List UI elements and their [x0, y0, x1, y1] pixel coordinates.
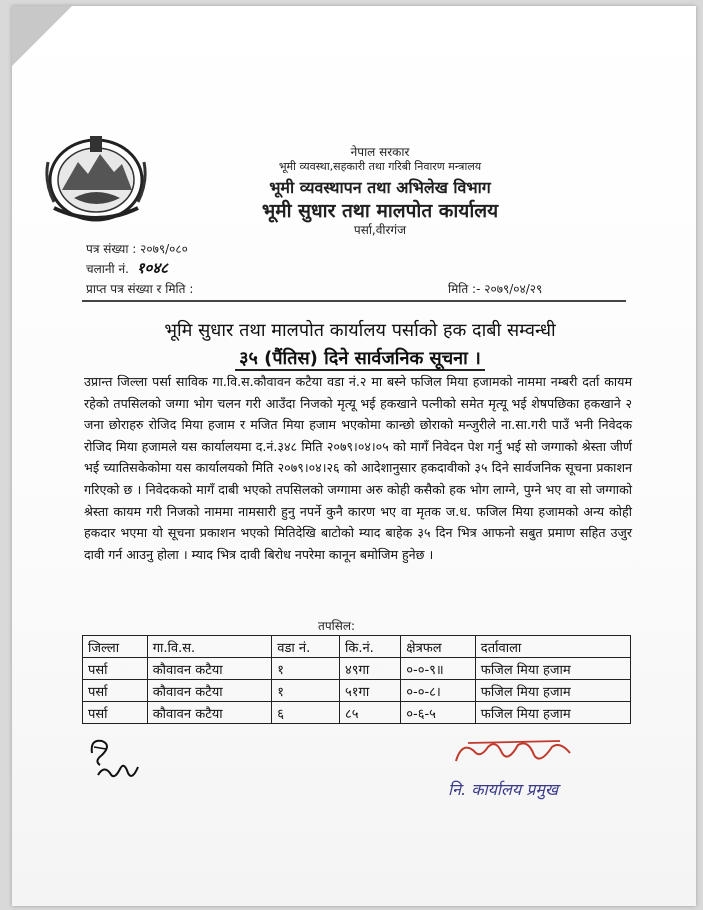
- cell-area: ०-६-५: [401, 702, 476, 724]
- notice-title-line1: भूमि सुधार तथा मालपोत कार्यालय पर्साको हक दाबी सम्वन्धी: [164, 320, 556, 341]
- notice-title-line2: [110, 346, 610, 370]
- cell-area: ०-०-८।: [401, 680, 476, 702]
- letter-date: मिति :- २०७९/०४/२९: [448, 282, 543, 296]
- cell-plot-no: ४९गा: [339, 658, 400, 680]
- initial-signature: [84, 735, 154, 785]
- cell-vdc: कौवावन कटैया: [147, 658, 272, 680]
- cell-owner: फजिल मिया हजाम: [475, 680, 630, 702]
- letterhead-department: भूमी व्यवस्थापन तथा अभिलेख विभाग: [269, 178, 491, 197]
- cell-owner: फजिल मिया हजाम: [475, 702, 630, 724]
- header-area: क्षेत्रफल: [401, 636, 476, 658]
- header-owner: दर्तावाला: [475, 636, 630, 658]
- cell-plot-no: ८५: [339, 702, 400, 724]
- cell-plot-no: ५१गा: [339, 680, 400, 702]
- folded-corner: [12, 6, 72, 66]
- notice-title-line2-text: ३५ (पैंतिस) दिने सार्वजनिक सूचना ।: [235, 348, 485, 371]
- dispatch-number-row: [86, 258, 168, 278]
- cell-vdc: कौवावन कटैया: [147, 702, 272, 724]
- notice-body: उप्रान्त जिल्ला पर्सा साविक गा.वि.स.कौवावन कटैया वडा नं.२ मा बस्ने फजिल मिया हजामको नाममा नम्बरी दर्ता कायम रहेको तपसिलको जग्गा भोग चलन गरी आउँदा निजको मृत्यू भई हकखाने पत्नीको समेत मृत्यू भई शेषपछिका हकखाने २ जना छोराहरु रोजिद मिया हजाम र मजित मिया हजाम भएकोमा कान्छो छोराको मन्जुरीले ना.सा.गरी पाउँ भनी निवेदक रोजिद मिया हजामले यस कार्यालयमा द.नं.३४८ मिति २०७९।०४।०५ को मागँ निवेदन पेश गर्नु भई सो जग्गाको श्रेस्ता जीर्ण भई च्यातिसकेकोमा यस कार्यालयको मिति २०७९।०४।२६ को आदेशानुसार हकदावीको ३५ दिने सार्वजनिक सूचना प्रकाशन गरिएको छ । निवेदकको मागँ दाबी भएको तपसिलको जग्गामा अरु कोही कसैको हक भोग लाग्ने, पुग्ने भए वा सो जग्गाको श्रेस्ता कायम गरी निजको नाममा नामसारी हुनु नपर्ने कुनै कारण भए वा मृतक ज.ध. फजिल मिया हजामको अन्य कोही हकदार भएमा यो सूचना प्रकाशन भएको मितिदेखि बाटोको म्याद बाहेक ३५ दिन भित्र आफनो सबुत प्रमाण सहित उजुर दावी गर्न आउनु होला । म्याद भित्र दावी बिरोध नपरेमा कानून बमोजिम हुनेछ ।: [84, 374, 632, 562]
- cell-district: पर्सा: [83, 658, 148, 680]
- table-row: [83, 680, 631, 702]
- table-caption: तपसिल:: [318, 619, 356, 633]
- cell-vdc: कौवावन कटैया: [147, 680, 272, 702]
- cell-ward: १: [272, 680, 340, 702]
- dispatch-number-handwritten: १०४८: [136, 259, 168, 277]
- land-details-table: [82, 635, 631, 724]
- cell-owner: फजिल मिया हजाम: [475, 658, 630, 680]
- letterhead-government: नेपाल सरकार: [350, 145, 410, 159]
- cell-district: पर्सा: [83, 702, 148, 724]
- header-plot-no: कि.नं.: [339, 636, 400, 658]
- cell-ward: ६: [272, 702, 340, 724]
- cell-district: पर्सा: [83, 680, 148, 702]
- cell-ward: १: [272, 658, 340, 680]
- nepal-emblem-icon: [44, 132, 148, 224]
- received-letter-label: प्राप्त पत्र संख्या र मिति :: [86, 282, 194, 296]
- letterhead-office: भूमी सुधार तथा मालपोत कार्यालय: [261, 200, 499, 222]
- header-district: जिल्ला: [83, 636, 148, 658]
- letterhead-ministry: भूमी व्यवस्था,सहकारी तथा गरिबी निवारण मन्त्रालय: [278, 160, 482, 173]
- table-header-row: [83, 636, 631, 658]
- letter-number: पत्र संख्या : २०७९/०८०: [86, 242, 188, 256]
- cell-area: ०-०-९॥: [401, 658, 476, 680]
- header-ward: वडा नं.: [272, 636, 340, 658]
- letterhead-location: पर्सा,वीरगंज: [353, 223, 407, 237]
- header-divider: [82, 300, 626, 302]
- office-chief-stamp: नि. कार्यालय प्रमुख: [448, 780, 559, 799]
- table-row: [83, 658, 631, 680]
- official-signature: [448, 735, 578, 775]
- header-vdc: गा.वि.स.: [147, 636, 272, 658]
- dispatch-label: चलानी नं.: [86, 262, 129, 276]
- table-row: [83, 702, 631, 724]
